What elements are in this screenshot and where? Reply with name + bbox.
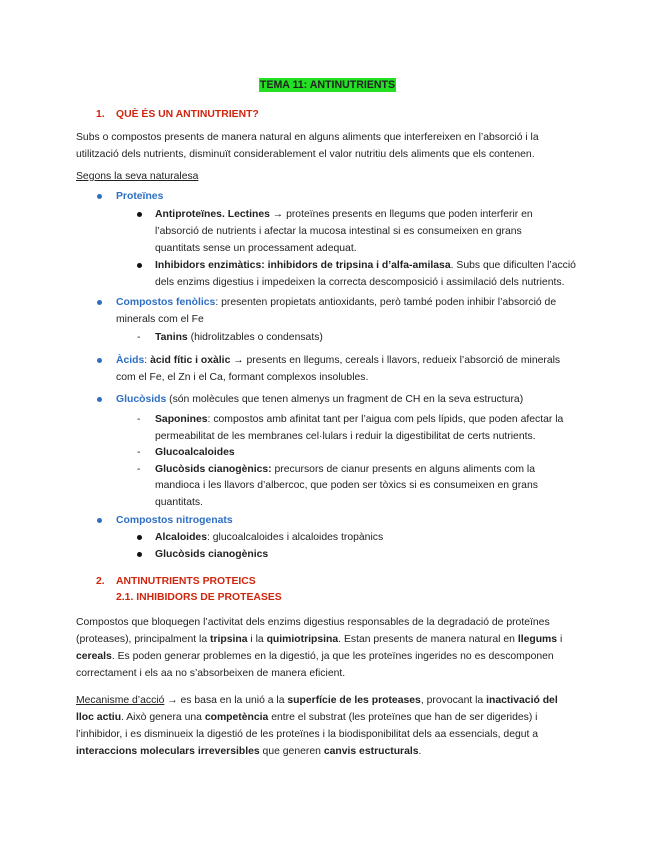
alcaloides-desc: : glucoalcaloides i alcaloides tropànics — [206, 532, 384, 543]
tanins-line — [155, 331, 323, 344]
p2-l1d: , provocant la — [420, 695, 487, 706]
p2-l4b: que generen — [259, 746, 324, 757]
p1-llegums: llegums — [517, 634, 558, 645]
dash-saponines: - — [137, 414, 141, 425]
page-title — [0, 79, 655, 92]
p1-line-1: Compostos que bloquegen l’activitat dels enzims digestius responsables de la degradació de proteïnes — [76, 617, 550, 628]
cianogenics-line-3: quantitats. — [155, 497, 203, 508]
segons-heading: Segons la seva naturalesa — [76, 171, 199, 182]
p2-l2d: entre el substrat (les proteïnes que han de ser digerides) i — [268, 712, 538, 723]
tanins-term: Tanins — [155, 332, 188, 343]
p1-l3b: . Es poden generar problemes en la digestió, ja que les proteïnes ingerides no es descomponen — [111, 651, 554, 662]
p1-cereals: cereals — [76, 651, 112, 662]
fenolics-desc: : presenten propietats antioxidants, però també poden inhibir l’absorció de — [215, 297, 557, 308]
dash-cianogenics: - — [137, 464, 141, 475]
p1-line-2 — [76, 633, 562, 646]
acids-line-1 — [116, 354, 560, 367]
p1-l2e: . Estan presents de manera natural en — [338, 634, 518, 645]
glucoalcaloides-term: Glucoalcaloides — [155, 447, 235, 458]
intro-line-2: utilització dels nutrients, disminuït considerablement el valor nutritiu dels aliments que els contenen. — [76, 149, 535, 160]
bullet-fenolics — [97, 300, 102, 305]
section-2-number: 2. — [96, 576, 105, 587]
inhibidors-term: Inhibidors enzimàtics: inhibidors de tripsina i d’alfa-amilasa — [155, 260, 451, 271]
p2-l4d: . — [418, 746, 422, 757]
glucosids-desc: (són molècules que tenen almenys un fragment de CH en la seva estructura) — [166, 394, 524, 405]
bullet-acids — [97, 358, 102, 363]
saponines-term: Saponines — [155, 414, 208, 425]
p2-interaccions: interaccions moleculars irreversibles — [76, 746, 260, 757]
nitro-cianogenics-term: Glucòsids cianogènics — [155, 549, 269, 560]
dash-glucoalcaloides: - — [137, 447, 141, 458]
antiproteines-line-2: l’absorció de nutrients i afectar la mucosa intestinal si es consumeixen en grans — [155, 226, 522, 237]
alcaloides-line — [155, 531, 383, 544]
section-2-heading: ANTINUTRIENTS PROTEICS — [116, 576, 256, 587]
cianogenics-line-2: mandioca i les llavors d’albercoc, que poden ser tòxics si es consumeixen en grans — [155, 480, 538, 491]
acids-label: Àcids — [116, 355, 145, 366]
title-highlight: TEMA 11: ANTINUTRIENTS — [259, 79, 396, 91]
p2-lloc-actiu: lloc actiu — [76, 712, 122, 723]
antiproteines-line-1 — [155, 208, 533, 221]
alcaloides-term: Alcaloides — [155, 532, 207, 543]
p2-competencia: competència — [204, 712, 269, 723]
dash-tanins: - — [137, 332, 141, 343]
bullet-nitro-cianogenics — [137, 552, 142, 557]
p2-superficie: superfície de les proteases — [287, 695, 421, 706]
p1-l2a: (proteases), principalment la — [76, 634, 210, 645]
p1-l2g: i — [557, 634, 563, 645]
acids-line-2: com el Fe, el Zn i el Ca, formant complexos insolubles. — [116, 372, 369, 383]
section-2-1-heading: 2.1. INHIBIDORS DE PROTEASES — [116, 592, 282, 603]
antiproteines-desc: → proteïnes presents en llegums que poden interferir en — [269, 209, 533, 220]
p2-mecanisme: Mecanisme d’acció — [76, 695, 165, 706]
bullet-inhibidors — [137, 263, 142, 268]
p2-inactivacio: inactivació del — [486, 695, 558, 706]
p1-quimiotripsina: quimiotripsina — [266, 634, 339, 645]
bullet-alcaloides — [137, 535, 142, 540]
inhibidors-desc: . Subs que dificulten l’acció — [450, 260, 576, 271]
acids-term: àcid fític i oxàlic — [150, 355, 231, 366]
acids-colon: : — [144, 355, 151, 366]
bullet-proteines — [97, 194, 102, 199]
fenolics-line-2: minerals com el Fe — [116, 314, 204, 325]
bullet-nitrogenats — [97, 518, 102, 523]
antiproteines-line-3: quantitats sense un processament adequat. — [155, 243, 357, 254]
saponines-line-2: permeabilitat de les membranes cel·lulars i reduir la digestibilitat de certs nutrients. — [155, 431, 536, 442]
p2-l1b: → es basa en la unió a la — [164, 695, 288, 706]
saponines-line-1 — [155, 413, 563, 426]
intro-line-1: Subs o compostos presents de manera natural en alguns aliments que interfereixen en l’absorció i la — [76, 132, 539, 143]
inhibidors-line-2: dels enzims digestius i impedeixen la correcta descomposició i assimilació dels nutrients. — [155, 277, 565, 288]
glucosids-label: Glucòsids — [116, 394, 167, 405]
glucosids-line-1 — [116, 393, 523, 406]
inhibidors-line-1 — [155, 259, 576, 272]
p2-line-3: l’inhibidor, i es disminueix la digestió de les proteïnes i la biodisponibilitat dels aa essencials, degut a — [76, 729, 539, 740]
p2-line-4 — [76, 745, 421, 758]
saponines-desc: : compostos amb afinitat tant per l’aigua com pels lípids, que poden afectar la — [207, 414, 564, 425]
cianogenics-desc: precursors de cianur presents en alguns aliments com la — [271, 464, 535, 475]
fenolics-line-1 — [116, 296, 556, 309]
cianogenics-line-1 — [155, 463, 535, 476]
bullet-glucosids — [97, 397, 102, 402]
section-1-heading: QUÈ ÉS UN ANTINUTRIENT? — [116, 109, 259, 120]
p2-l2b: . Això genera una — [121, 712, 205, 723]
p1-line-4: correctament i els aa no s’absorbeixen de manera eficient. — [76, 668, 346, 679]
p1-tripsina: tripsina — [209, 634, 248, 645]
p1-line-3 — [76, 650, 554, 663]
section-1-number: 1. — [96, 109, 105, 120]
p2-line-1 — [76, 694, 558, 707]
proteines-label: Proteïnes — [116, 191, 164, 202]
bullet-antiproteines — [137, 212, 142, 217]
fenolics-label: Compostos fenòlics — [116, 297, 216, 308]
antiproteines-term: Antiproteïnes. Lectines — [155, 209, 270, 220]
p1-l2c: i la — [247, 634, 267, 645]
cianogenics-term: Glucòsids cianogènics: — [155, 464, 272, 475]
tanins-desc: (hidrolitzables o condensats) — [187, 332, 323, 343]
p2-canvis: canvis estructurals — [323, 746, 419, 757]
p2-line-2 — [76, 711, 538, 724]
acids-desc: → presents en llegums, cereals i llavors, redueix l’absorció de minerals — [230, 355, 561, 366]
nitrogenats-label: Compostos nitrogenats — [116, 515, 233, 526]
